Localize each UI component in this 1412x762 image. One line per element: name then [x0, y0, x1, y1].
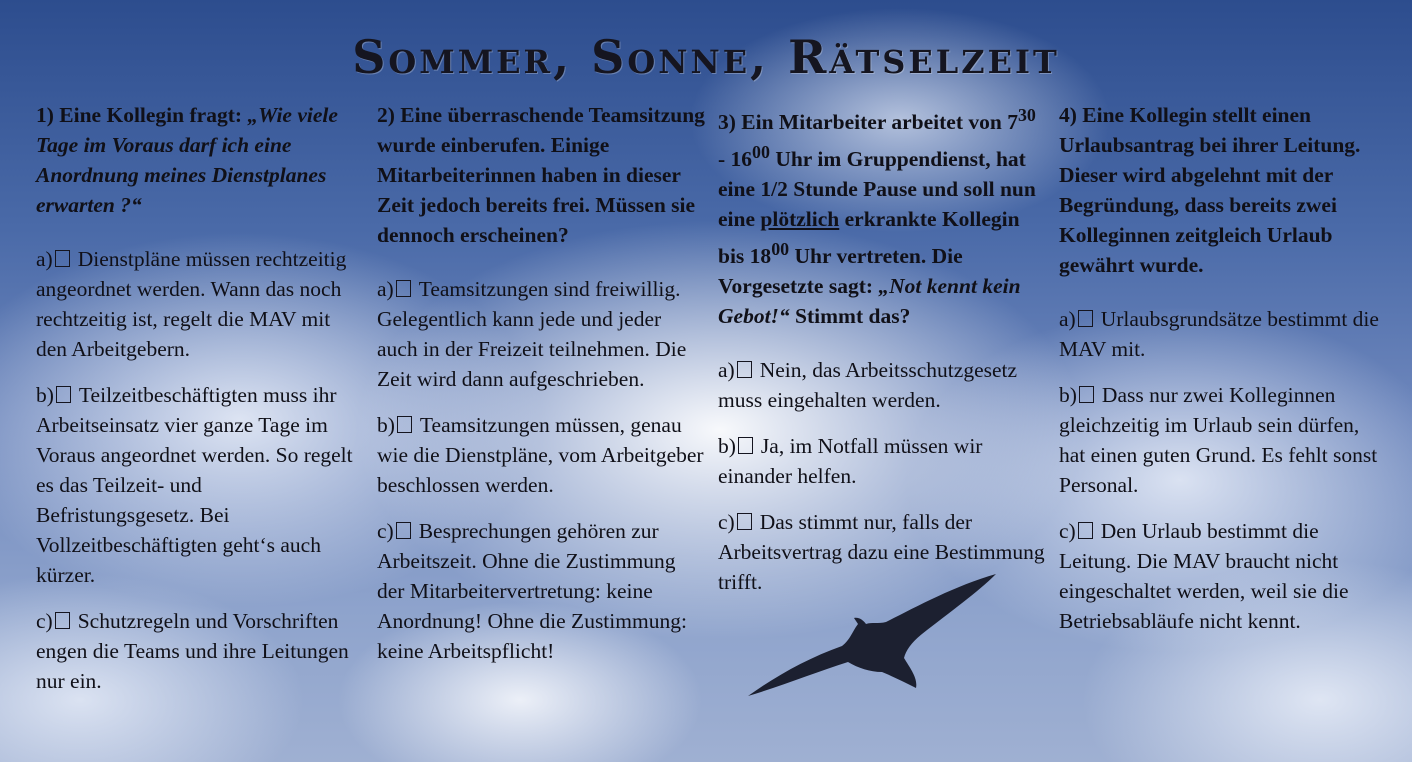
question-3-part: Uhr vertreten. Die Vorgesetzte sagt: [718, 244, 963, 299]
answer-3b [718, 431, 1048, 491]
seagull-icon [746, 572, 998, 702]
answer-text: Den Urlaub bestimmt die Leitung. Die MAV braucht nicht eingeschaltet werden, weil sie die Betriebsabläufe nicht kennt. [1059, 519, 1349, 633]
checkbox-icon[interactable] [396, 280, 411, 297]
checkbox-icon[interactable] [55, 250, 70, 267]
checkbox-icon[interactable] [396, 522, 411, 539]
answer-text: Nein, das Arbeitsschutzgesetz muss eingehalten werden. [718, 358, 1018, 413]
question-4-text: 4) Eine Kollegin stellt einen Urlaubsantrag bei ihrer Leitung. Dieser wird abgelehnt mit der Begründung, dass bereits zwei Kolleginnen zeitgleich Urlaub gewährt wurde. [1059, 103, 1361, 277]
answer-text: Teamsitzungen müssen, genau wie die Dienstpläne, vom Arbeitgeber beschlossen werden. [377, 413, 704, 497]
question-3-part: 3) Ein Mitarbeiter arbeitet von 7 [718, 110, 1018, 135]
question-1-prefix: 1) Eine Kollegin fragt: [36, 103, 248, 127]
answer-text: Urlaubsgrundsätze bestimmt die MAV mit. [1059, 307, 1379, 361]
time-superscript: 00 [752, 142, 770, 163]
answer-letter: a) [36, 247, 53, 271]
question-3-part: - 16 [718, 147, 753, 172]
checkbox-icon[interactable] [397, 416, 412, 433]
answer-letter: b) [36, 383, 54, 407]
answer-1b [36, 380, 360, 590]
question-2 [377, 100, 707, 682]
page-title: Sommer, Sonne, Rätselzeit [352, 30, 1060, 84]
answer-text: Ja, im Notfall müssen wir einander helfen. [718, 434, 983, 489]
checkbox-icon[interactable] [55, 612, 70, 629]
question-3-part: Stimmt das? [789, 304, 911, 329]
checkbox-icon[interactable] [737, 513, 752, 530]
answer-letter: c) [377, 519, 394, 543]
answer-4b [1059, 380, 1389, 500]
checkbox-icon[interactable] [738, 437, 753, 454]
question-3-part: erkrankte Kollegin bis 18 [718, 207, 1020, 269]
answer-letter: c) [1059, 519, 1076, 543]
answer-letter: b) [718, 434, 736, 459]
checkbox-icon[interactable] [737, 361, 752, 378]
answer-2c [377, 516, 707, 666]
answer-text: Teamsitzungen sind freiwillig. Gelegentlich kann jede und jeder auch in der Freizeit teilnehmen. Die Zeit wird dann aufgeschrieben. [377, 277, 687, 391]
answer-2b [377, 410, 707, 500]
question-1 [36, 100, 360, 712]
answer-text: Das stimmt nur, falls der Arbeitsvertrag dazu eine Bestimmung trifft. [718, 510, 1045, 595]
answer-1c [36, 606, 360, 696]
question-3-part: Uhr im Gruppendienst, hat eine 1/2 Stunde Pause und soll nun eine [718, 147, 1036, 232]
question-3-text [718, 100, 1048, 331]
answer-letter: a) [377, 277, 394, 301]
question-1-text [36, 100, 360, 220]
answer-letter: b) [377, 413, 395, 437]
answer-letter: b) [1059, 383, 1077, 407]
checkbox-icon[interactable] [56, 386, 71, 403]
time-superscript: 00 [771, 239, 790, 260]
answer-letter: c) [36, 609, 53, 633]
answer-4a [1059, 304, 1389, 364]
answer-2a [377, 274, 707, 394]
answer-text: Dienstpläne müssen rechtzeitig angeordnet werden. Wann das noch rechtzeitig ist, regelt die MAV mit den Arbeitgebern. [36, 247, 347, 361]
checkbox-icon[interactable] [1078, 522, 1093, 539]
answer-letter: a) [1059, 307, 1076, 331]
question-2-text: 2) Eine überraschende Teamsitzung wurde einberufen. Einige Mitarbeiterinnen haben in dieser Zeit jedoch bereits frei. Müssen sie dennoch erscheinen? [377, 103, 705, 247]
answer-letter: c) [718, 510, 735, 535]
question-1-quote: „Wie viele Tage im Voraus darf ich eine Anordnung meines Dienstplanes erwarten ?“ [36, 103, 338, 217]
time-superscript: 30 [1017, 105, 1036, 125]
question-4 [1059, 100, 1389, 652]
answer-text: Dass nur zwei Kolleginnen gleichzeitig im Urlaub sein dürfen, hat einen guten Grund. Es fehlt sonst Personal. [1059, 383, 1378, 497]
answer-4c [1059, 516, 1389, 636]
checkbox-icon[interactable] [1078, 310, 1093, 327]
question-3-quote: „Not kennt kein Gebot!“ [718, 274, 1021, 329]
answer-text: Schutzregeln und Vorschriften engen die Teams und ihre Leitungen nur ein. [36, 609, 349, 693]
answer-text: Teilzeitbeschäftigten muss ihr Arbeitseinsatz vier ganze Tage im Voraus angeordnet werden. So regelt es das Teilzeit- und Befristungsgesetz. Bei Vollzeitbeschäftigten geht‘s auch kürzer. [36, 383, 353, 587]
answer-letter: a) [718, 358, 735, 383]
answer-1a [36, 244, 360, 364]
underlined-word: plötzlich [760, 207, 840, 232]
answer-text: Besprechungen gehören zur Arbeitszeit. Ohne die Zustimmung der Mitarbeitervertretung: keine Anordnung! Ohne die Zustimmung: keine Arbeitspflicht! [377, 519, 687, 663]
question-3 [718, 100, 1048, 613]
checkbox-icon[interactable] [1079, 386, 1094, 403]
answer-3a [718, 355, 1048, 415]
